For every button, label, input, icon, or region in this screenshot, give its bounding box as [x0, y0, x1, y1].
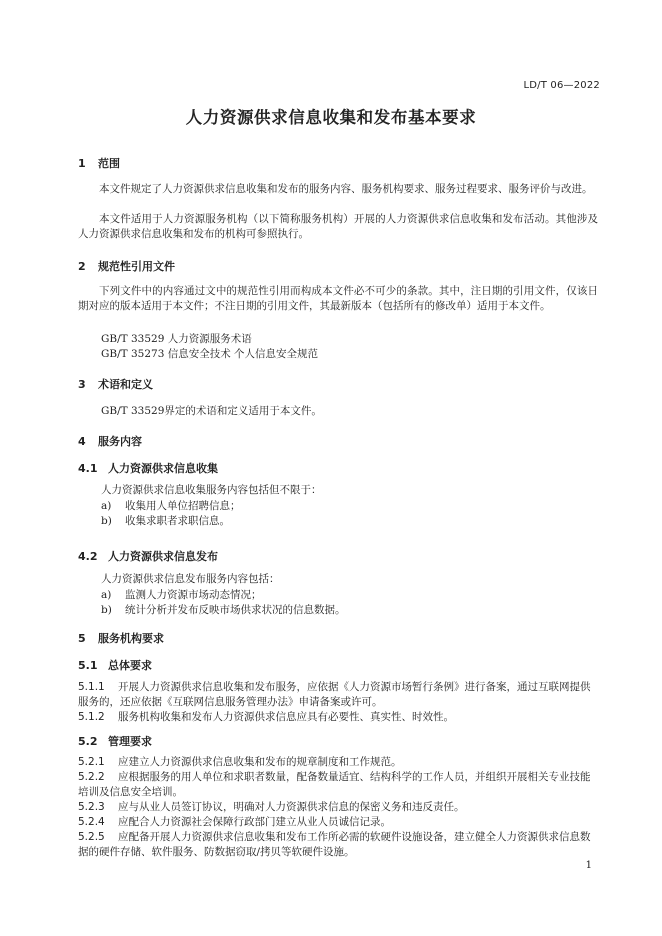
section-number: 3 [78, 378, 86, 391]
section-title: 术语和定义 [98, 378, 153, 391]
list-item-text: 统计分析并发布反映市场供求状况的信息数据。 [125, 604, 346, 616]
list-item [101, 513, 230, 528]
section-1-paragraph-2: 本文件适用于人力资源服务机构（以下简称服务机构）开展的人力资源供求信息收集和发布活动。其他涉及人力资源供求信息收集和发布的机构可参照执行。 [78, 213, 598, 240]
list-item [101, 602, 346, 617]
clause-5-2-5 [78, 830, 598, 860]
clause-5-2-2 [78, 770, 598, 800]
clause-number: 5.2.1 [78, 756, 105, 768]
subsection-title: 人力资源供求信息发布 [108, 550, 218, 563]
list-item [101, 587, 262, 602]
clause-5-2-3 [78, 800, 598, 815]
normative-reference-1: GB/T 33529 人力资源服务术语 [101, 333, 252, 345]
subsection-number: 4.2 [78, 550, 98, 563]
list-item-text: 收集用人单位招聘信息； [125, 500, 241, 512]
clause-number: 5.1.2 [78, 711, 105, 723]
normative-reference-2: GB/T 35273 信息安全技术 个人信息安全规范 [101, 348, 319, 360]
subsection-4-2-intro: 人力资源供求信息发布服务内容包括： [101, 573, 280, 585]
clause-number: 5.1.1 [78, 681, 105, 693]
document-title: 人力资源供求信息收集和发布基本要求 [185, 108, 477, 127]
list-item-text: 监测人力资源市场动态情况； [125, 589, 262, 601]
list-marker: b) [101, 515, 112, 527]
section-5-heading [78, 630, 164, 646]
section-number: 5 [78, 632, 86, 645]
section-title: 服务机构要求 [98, 632, 164, 645]
document-code: LD/T 06—2022 [523, 80, 600, 91]
subsection-number: 4.1 [78, 462, 98, 475]
subsection-title: 总体要求 [108, 659, 152, 672]
clause-text: 应配备开展人力资源供求信息收集和发布工作所必需的软硬件设施设备，建立健全人力资源供求信息数据的硬件存储、软件服务、防数据窃取/拷贝等软硬件设施。 [78, 831, 591, 858]
subsection-5-1-heading [78, 657, 152, 673]
subsection-title: 人力资源供求信息收集 [108, 462, 218, 475]
section-title: 规范性引用文件 [98, 260, 175, 273]
section-number: 2 [78, 260, 86, 273]
clause-number: 5.2.2 [78, 771, 105, 783]
clause-text: 服务机构收集和发布人力资源供求信息应具有必要性、真实性、时效性。 [118, 711, 454, 723]
subsection-4-1-heading [78, 460, 218, 476]
subsection-4-1-intro: 人力资源供求信息收集服务内容包括但不限于： [101, 484, 322, 496]
clause-text: 应建立人力资源供求信息收集和发布的规章制度和工作规范。 [118, 756, 402, 768]
subsection-title: 管理要求 [108, 735, 152, 748]
section-number: 1 [78, 157, 86, 170]
page-number: 1 [585, 860, 592, 871]
list-item [101, 498, 241, 513]
section-title: 服务内容 [98, 435, 142, 448]
subsection-5-2-heading [78, 733, 152, 749]
clause-text: 开展人力资源供求信息收集和发布服务，应依据《人力资源市场暂行条例》进行备案，通过互联网提供服务的，还应依据《互联网信息服务管理办法》申请备案或许可。 [78, 681, 591, 708]
clause-5-1-1 [78, 680, 598, 710]
list-marker: b) [101, 604, 112, 616]
section-number: 4 [78, 435, 86, 448]
section-1-heading [78, 155, 120, 171]
section-1-paragraph-1: 本文件规定了人力资源供求信息收集和发布的服务内容、服务机构要求、服务过程要求、服务评价与改进。 [99, 183, 593, 195]
clause-number: 5.2.4 [78, 816, 105, 828]
list-item-text: 收集求职者求职信息。 [125, 515, 230, 527]
section-3-paragraph-1: GB/T 33529界定的术语和定义适用于本文件。 [101, 405, 322, 417]
clause-5-2-1 [78, 755, 598, 770]
section-2-paragraph-1: 下列文件中的内容通过文中的规范性引用而构成本文件必不可少的条款。其中，注日期的引用文件，仅该日期对应的版本适用于本文件；不注日期的引用文件，其最新版本（包括所有的修改单）适用于本文件。 [78, 285, 598, 312]
clause-text: 应与从业人员签订协议，明确对人力资源供求信息的保密义务和违反责任。 [118, 801, 465, 813]
subsection-number: 5.1 [78, 659, 98, 672]
section-4-heading [78, 433, 142, 449]
section-title: 范围 [98, 157, 120, 170]
clause-5-1-2 [78, 710, 598, 725]
section-3-heading [78, 376, 153, 392]
clause-5-2-4 [78, 815, 598, 830]
subsection-number: 5.2 [78, 735, 98, 748]
clause-text: 应根据服务的用人单位和求职者数量，配备数量适宜、结构科学的工作人员，并组织开展相关专业技能培训及信息安全培训。 [78, 771, 591, 798]
clause-number: 5.2.3 [78, 801, 105, 813]
clause-text: 应配合人力资源社会保障行政部门建立从业人员诚信记录。 [118, 816, 391, 828]
section-2-heading [78, 258, 175, 274]
subsection-4-2-heading [78, 548, 218, 564]
clause-number: 5.2.5 [78, 831, 105, 843]
list-marker: a) [101, 500, 112, 512]
list-marker: a) [101, 589, 112, 601]
